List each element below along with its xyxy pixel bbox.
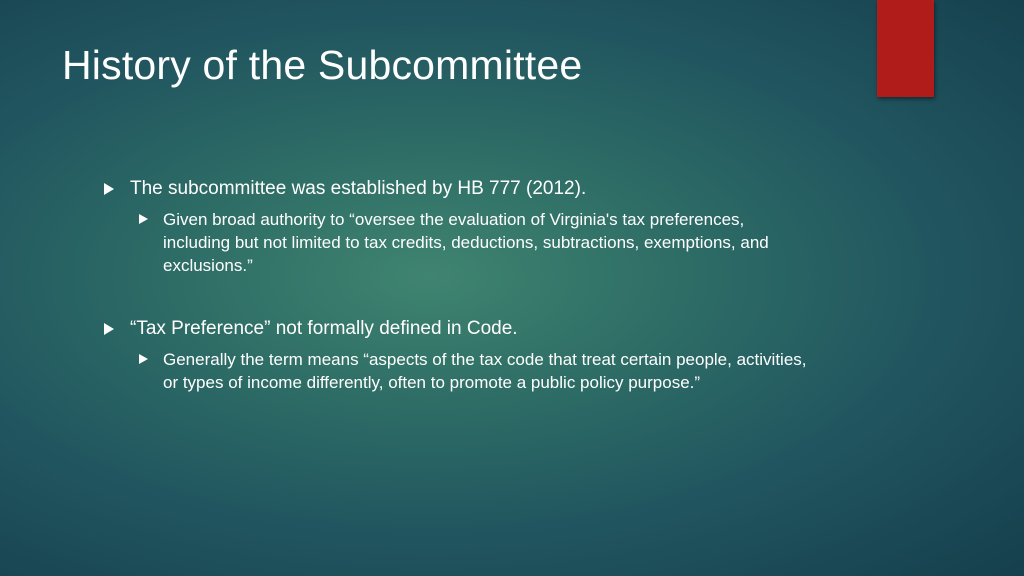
bullet-group-2 [98,316,858,394]
bullet-item [98,176,858,202]
slide-content [98,176,858,394]
sub-bullet-text: Given broad authority to “oversee the evaluation of Virginia's tax preferences, including but not limited to tax credits, deductions, subtractions, exemptions, and exclusions.” [163,210,769,275]
triangle-bullet-icon [104,183,114,195]
sub-bullet-item [98,208,858,277]
bullet-group-1 [98,176,858,277]
triangle-bullet-icon [139,214,148,224]
sub-bullet-text: Generally the term means “aspects of the tax code that treat certain people, activities, or types of income differently, often to promote a public policy purpose.” [163,350,807,392]
triangle-bullet-icon [104,323,114,335]
slide-title: History of the Subcommittee [62,42,583,88]
sub-bullet-item [98,348,858,394]
accent-bar [877,0,934,97]
triangle-bullet-icon [139,354,148,364]
bullet-text: “Tax Preference” not formally defined in Code. [130,318,518,339]
bullet-item [98,316,858,342]
bullet-text: The subcommittee was established by HB 777 (2012). [130,178,587,199]
